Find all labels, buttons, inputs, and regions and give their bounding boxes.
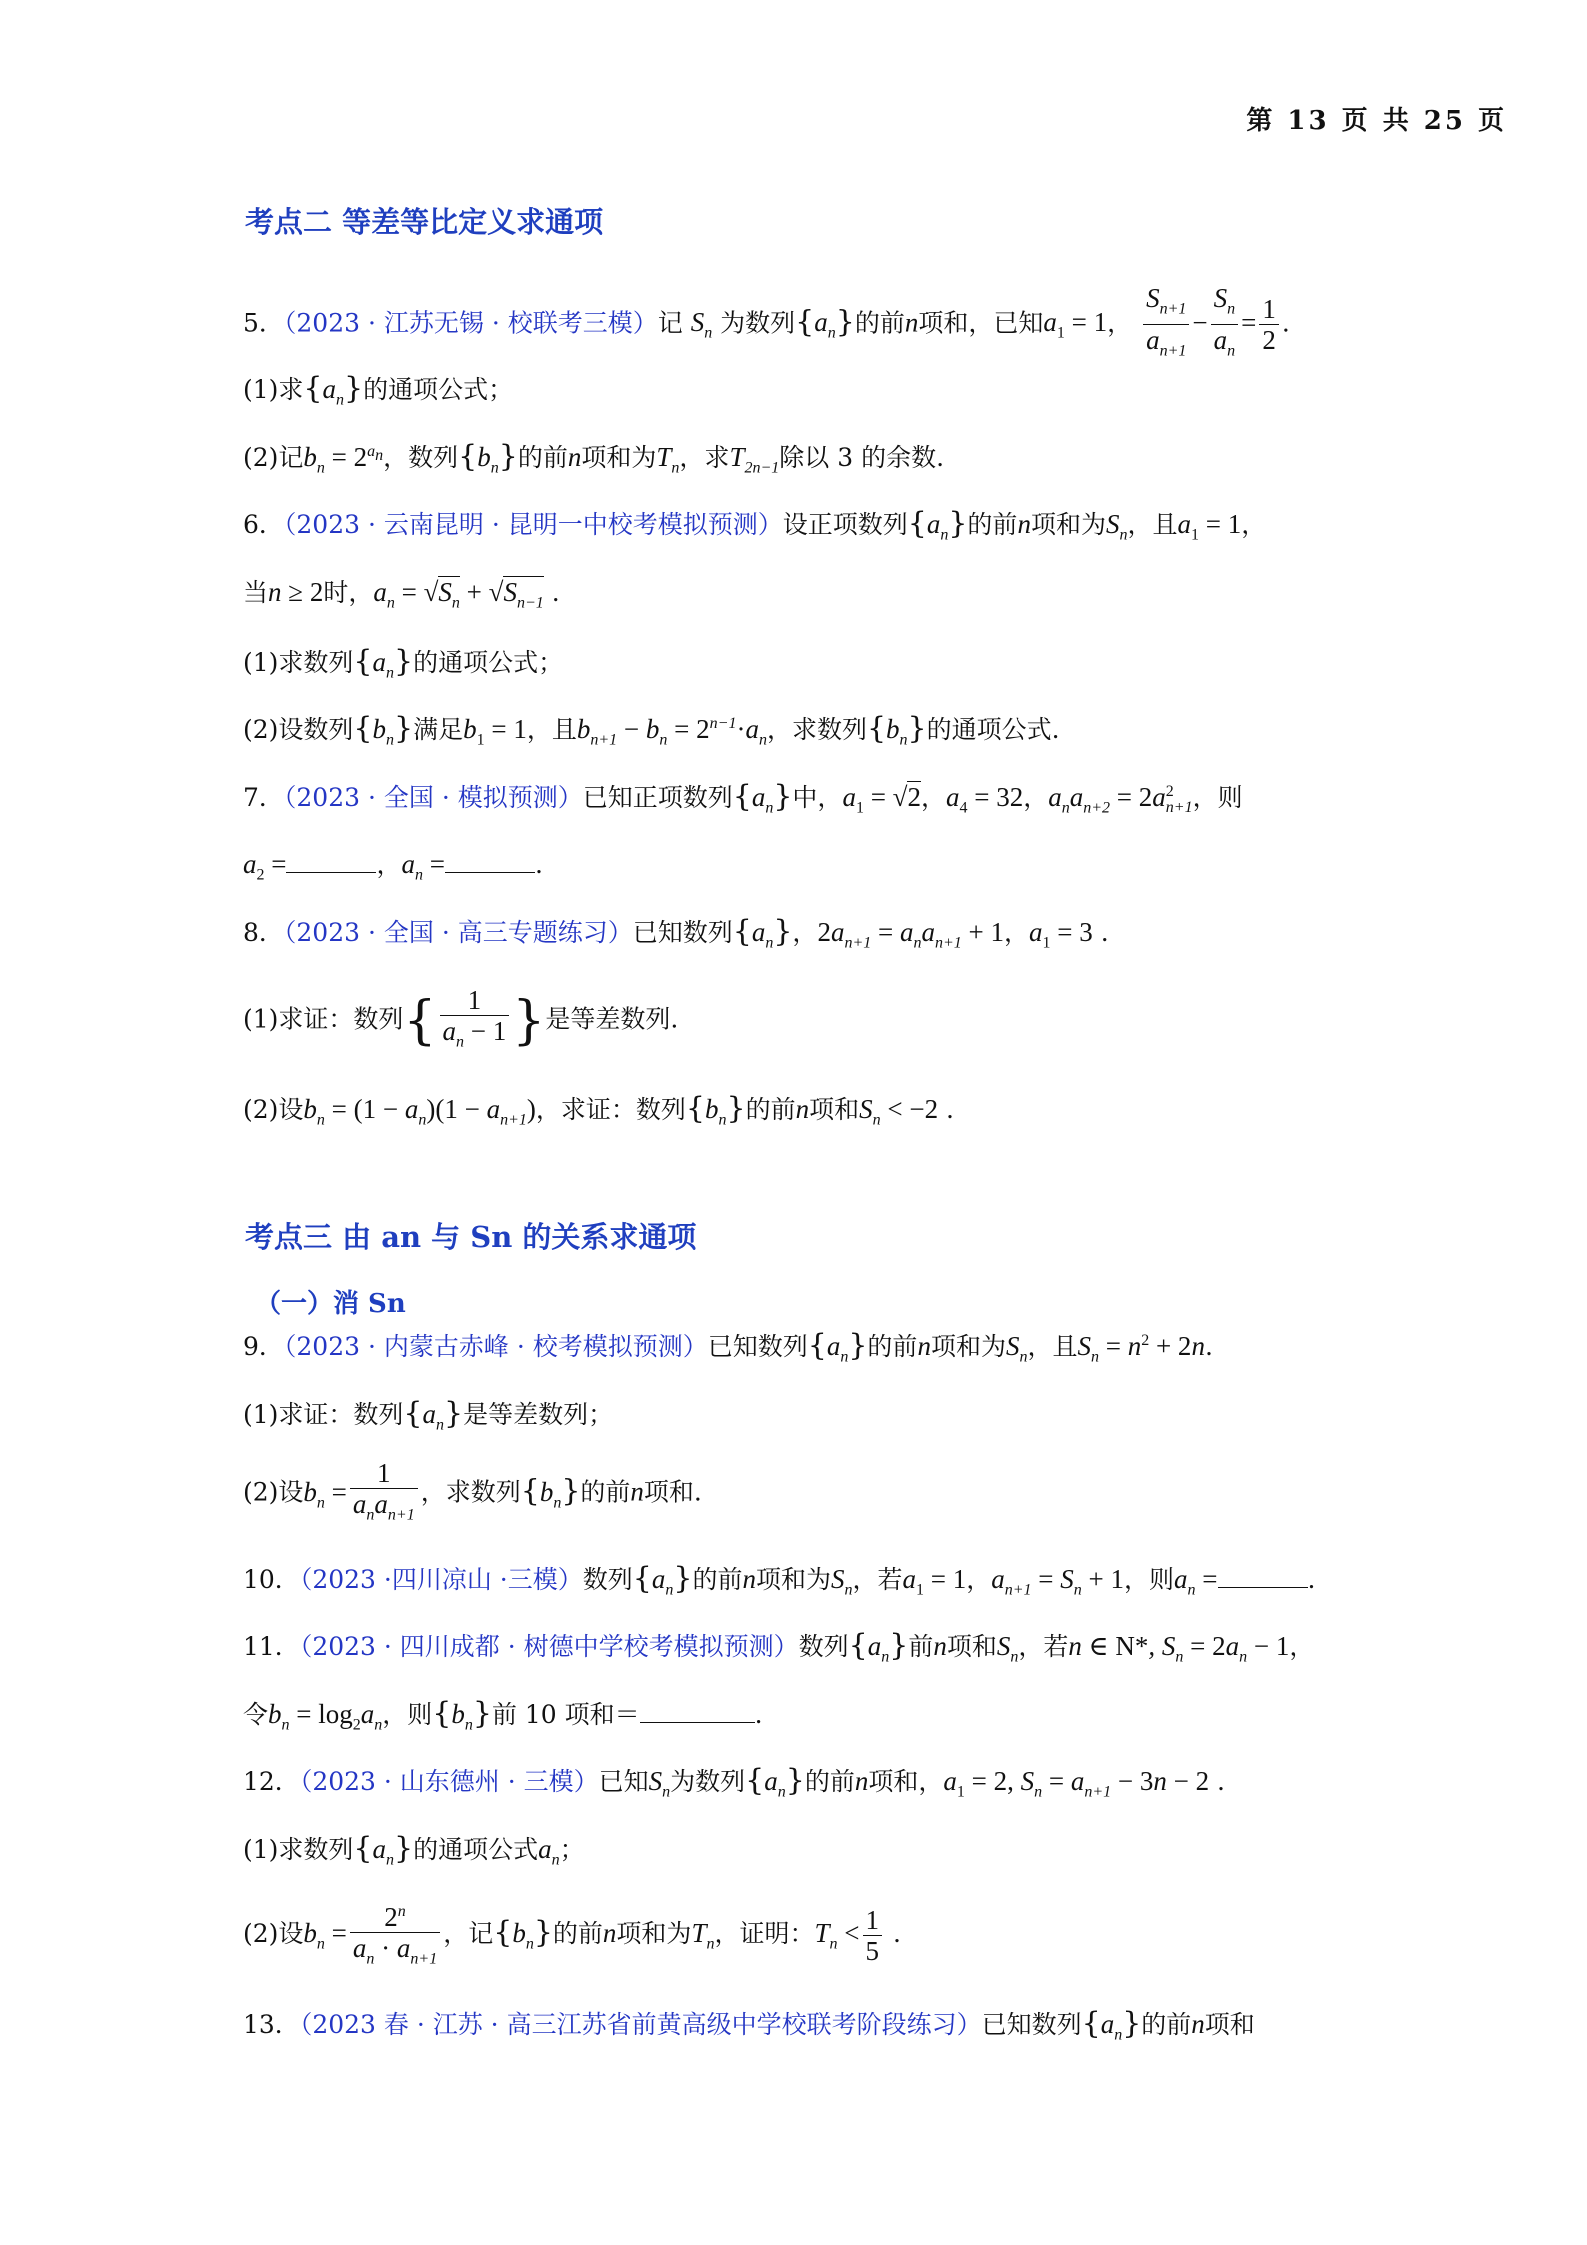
question-8-part-1: (1)求证：数列{ $\frac{1}{a_n - 1}$ }是等差数列. bbox=[243, 985, 679, 1052]
answer-blank[interactable] bbox=[1218, 1569, 1308, 1588]
question-6-part-1: (1)求数列$\{a_n\}$的通项公式； bbox=[243, 644, 564, 682]
question-12-part-2: (2)设$b_n$ = $\frac{2^n}{a_n \cdot a_{n+1}}$ ，记$\{b_n\}$的前n项和为$T_n$，证明：$T_n$ < $\frac{1}{5}$ . bbox=[243, 1897, 901, 1974]
question-6-source: （2023 · 云南昆明 · 昆明一中校考模拟预测） bbox=[283, 510, 783, 539]
question-7-stem: 7．（2023 · 全国 · 模拟预测）已知正项数列$\{a_n\}$中，$a_1 = √2$，$a_4 = 32$，$a_na_{n+2} = 2a^2_{n+1}$，则 bbox=[243, 779, 1243, 817]
answer-blank[interactable] bbox=[445, 854, 535, 873]
question-9-part-2: (2)设$b_n$ = $\frac{1}{a_na_{n+1}}$ ，求数列$\{b_n\}$的前n项和. bbox=[243, 1458, 702, 1524]
question-10-source: （2023 ·四川凉山 ·三模） bbox=[299, 1565, 583, 1594]
question-6-part-2: (2)设数列$\{b_n\}$满足$b_1 = 1$，且$b_{n+1} - b_n = 2^{n-1}\cdot a_n$，求数列$\{b_n\}$的通项公式. bbox=[243, 711, 1060, 749]
question-9-part-1: (1)求证：数列$\{a_n\}$是等差数列； bbox=[243, 1396, 614, 1434]
question-5-part-2: (2)记$b_n = 2^{a_n}$，数列$\{b_n\}$的前n项和为$T_n$，求$T_{2n-1}$除以 3 的余数. bbox=[243, 439, 945, 477]
answer-blank[interactable] bbox=[286, 854, 376, 873]
section-title-2: 考点二 等差等比定义求通项 bbox=[245, 205, 604, 239]
question-7-blanks: $a_2$ = ，$a_n$ = . bbox=[243, 849, 543, 884]
page-number: 第 13 页 共 25 页 bbox=[1246, 106, 1507, 136]
question-13-stem: 13．（2023 春 · 江苏 · 高三江苏省前黄高级中学校联考阶段练习）已知数列$\{a_n\}$的前n项和 bbox=[243, 2006, 1255, 2044]
question-10-stem: 10．（2023 ·四川凉山 ·三模）数列$\{a_n\}$的前n项和为$S_n$，若$a_1 = 1$，$a_{n+1} = S_n + 1$，则$a_n$ = . bbox=[243, 1561, 1316, 1599]
question-7-source: （2023 · 全国 · 模拟预测） bbox=[283, 783, 583, 812]
question-8-source: （2023 · 全国 · 高三专题练习） bbox=[283, 918, 633, 947]
question-12-source: （2023 · 山东德州 · 三模） bbox=[299, 1767, 599, 1796]
answer-blank[interactable] bbox=[640, 1704, 755, 1723]
question-8-part-2: (2)设$b_n = (1 - a_n)(1 - a_{n+1})$，求证：数列$\{b_n\}$的前n项和$S_n < -2$ . bbox=[243, 1091, 954, 1129]
question-11-source: （2023 · 四川成都 · 树德中学校考模拟预测） bbox=[299, 1632, 799, 1661]
question-8-stem: 8．（2023 · 全国 · 高三专题练习）已知数列$\{a_n\}$，$2a_{n+1} = a_na_{n+1} + 1$，$a_1 = 3$ . bbox=[243, 914, 1109, 952]
question-6-stem: 6．（2023 · 云南昆明 · 昆明一中校考模拟预测）设正项数列$\{a_n\}$的前n项和为$S_n$，且$a_1 = 1$， bbox=[243, 506, 1267, 544]
question-12-part-1: (1)求数列$\{a_n\}$的通项公式$a_n$； bbox=[243, 1831, 585, 1869]
question-6-condition: 当n ≥ 2时，$a_n = √S_n + √S_{n-1}$ . bbox=[243, 577, 560, 612]
question-5-stem: 5．（2023 · 江苏无锡 · 校联考三模）记 $S_n$ 为数列$\{a_n\}$的前n项和，已知$a_1 = 1$， $\frac{S_{n+1}}{a_{n+1}}$ − $\frac{S_n}{a_n}$ = $\frac{1}{2}$ . bbox=[243, 283, 1290, 360]
question-11-stem: 11．（2023 · 四川成都 · 树德中学校考模拟预测）数列$\{a_n\}$前n项和$S_n$，若n ∈ N*, $S_n = 2a_n - 1$， bbox=[243, 1628, 1315, 1666]
question-9-source: （2023 · 内蒙古赤峰 · 校考模拟预测） bbox=[283, 1332, 708, 1361]
question-5-part-1: (1)求$\{a_n\}$的通项公式； bbox=[243, 371, 514, 409]
question-11-condition: 令$b_n = \log_2a_n$，则$\{b_n\}$前 10 项和＝ . bbox=[243, 1696, 763, 1734]
subsection-title-1: （一）消 Sn bbox=[255, 1289, 406, 1319]
question-5-source: （2023 · 江苏无锡 · 校联考三模） bbox=[283, 308, 658, 338]
question-9-stem: 9．（2023 · 内蒙古赤峰 · 校考模拟预测）已知数列$\{a_n\}$的前n项和为$S_n$，且$S_n = n^2 + 2n$. bbox=[243, 1328, 1213, 1366]
question-12-stem: 12．（2023 · 山东德州 · 三模）已知$S_n$为数列$\{a_n\}$的前n项和，$a_1 = 2$, $S_n = a_{n+1} - 3n - 2$ . bbox=[243, 1763, 1226, 1801]
question-13-source: （2023 春 · 江苏 · 高三江苏省前黄高级中学校联考阶段练习） bbox=[299, 2010, 982, 2039]
section-title-3: 考点三 由 an 与 Sn 的关系求通项 bbox=[245, 1220, 697, 1254]
